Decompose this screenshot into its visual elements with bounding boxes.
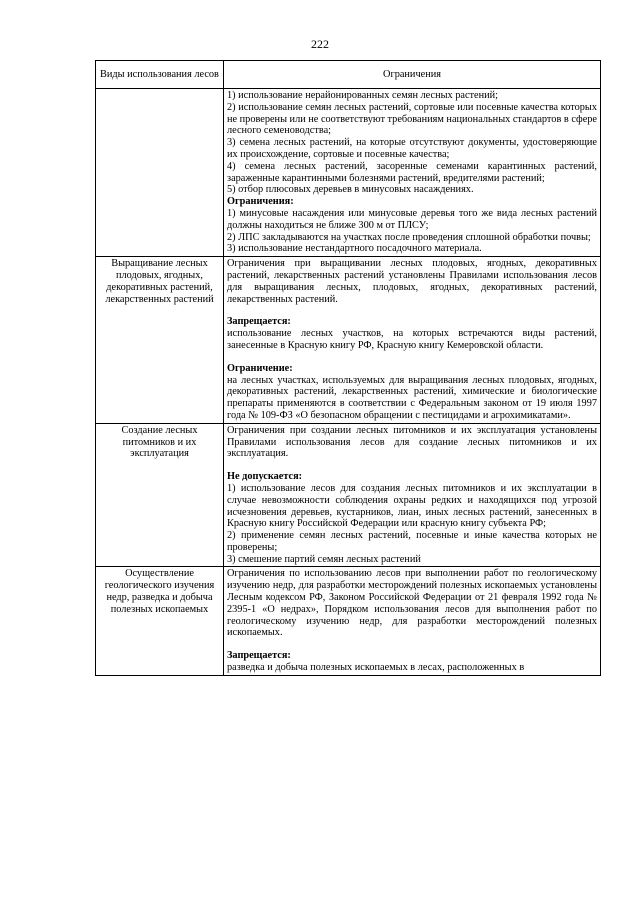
usage-type-cell: Осуществление геологического изучения недр, разведка и добыча полезных ископаемых xyxy=(96,567,224,675)
paragraph: разведка и добыча полезных ископаемых в лесах, расположенных в xyxy=(227,662,525,674)
paragraph: 3) использование нестандартного посадочного материала. xyxy=(227,243,482,255)
paragraph-gap xyxy=(227,639,597,650)
table-body xyxy=(96,89,601,676)
restrictions-cell xyxy=(224,423,601,567)
section-heading: Ограничение: xyxy=(227,362,293,374)
table-row xyxy=(96,567,601,675)
restrictions-cell xyxy=(224,89,601,257)
header-usage-types: Виды использования лесов xyxy=(96,61,224,89)
usage-type-cell xyxy=(96,89,224,257)
section-heading: Ограничения: xyxy=(227,196,294,208)
paragraph: 2) ЛПС закладываются на участках после проведения сплошной обработки почвы; xyxy=(227,231,591,243)
paragraph: Ограничения при выращивании лесных плодовых, ягодных, декоративных растений, лекарственных растений установлены Правилами использования лесов для выращивания лесных, плодовых, ягодных, декоративных растений, лекарственных растений. xyxy=(227,258,597,305)
paragraph: 2) использование семян лесных растений, сортовые или посевные качества которых не проверены или не соответствуют требованиям национальных стандартов в сфере лесного семеноводства; xyxy=(227,101,597,137)
paragraph: на лесных участках, используемых для выращивания лесных плодовых, ягодных, декоративных растений, лекарственных растений, химические и биологические препараты применяются в соответствии с Федеральным законом от 19 июля 1997 года № 109-ФЗ «О безопасном обращении с пестицидами и агрохимикатами». xyxy=(227,374,597,421)
section-heading: Не допускается: xyxy=(227,471,303,483)
paragraph: 1) использование лесов для создания лесных питомников и их эксплуатации в случае невозможности соблюдения охраны редких и находящихся под угрозой исчезновения деревьев, кустарников, лиан, иных лесных растений, занесенных в Красную книгу Российской Федерации или красную книгу субъекта РФ; xyxy=(227,482,597,530)
paragraph: 5) отбор плюсовых деревьев в минусовых насаждениях. xyxy=(227,184,474,196)
usage-type-cell: Выращивание лесных плодовых, ягодных, декоративных растений, лекарственных растений xyxy=(96,257,224,424)
restrictions-table xyxy=(95,60,601,676)
table-row xyxy=(96,423,601,567)
paragraph: Ограничения при создании лесных питомников и их эксплуатация установлены Правилами использования лесов для создание лесных питомников и их эксплуатация. xyxy=(227,424,597,460)
paragraph: 4) семена лесных растений, засоренные семенами карантинных растений, зараженные карантинными болезнями растений, вредителями растений; xyxy=(227,160,597,184)
restrictions-cell xyxy=(224,257,601,424)
table-header-row xyxy=(96,61,601,89)
paragraph: 1) использование нерайонированных семян лесных растений; xyxy=(227,90,498,101)
paragraph-gap xyxy=(227,352,597,363)
paragraph: 1) минусовые насаждения или минусовые деревья того же вида лесных растений должны находиться не ближе 300 м от ПЛСУ; xyxy=(227,207,597,231)
usage-type-cell: Создание лесных питомников и их эксплуатация xyxy=(96,423,224,567)
paragraph-gap xyxy=(227,460,597,471)
table-row xyxy=(96,89,601,257)
page-number: 222 xyxy=(311,37,329,51)
paragraph: 3) семена лесных растений, на которые отсутствуют документы, удостоверяющие их происхождение, сортовые и посевные качества; xyxy=(227,137,597,160)
paragraph: 2) применение семян лесных растений, посевные и иные качества которых не проверены; xyxy=(227,530,597,553)
section-heading: Запрещается: xyxy=(227,316,291,328)
section-heading: Запрещается: xyxy=(227,650,291,662)
header-restrictions: Ограничения xyxy=(224,61,601,89)
paragraph: Ограничения по использованию лесов при выполнении работ по геологическому изучению недр, для разработки месторождений полезных ископаемых установлены Лесным кодексом РФ, Законом Российской Федерации от 21 февраля 1992 года № 2395-1 «О недрах», Порядком использования лесов для выполнения работ по геологическому изучению недр, для разработки месторождений полезных ископаемых. xyxy=(227,568,597,639)
table-row xyxy=(96,257,601,424)
restrictions-cell xyxy=(224,567,601,675)
paragraph: использование лесных участков, на которых встречаются виды растений, занесенные в Красную книгу РФ, Красную книгу Кемеровской области. xyxy=(227,328,597,351)
paragraph-gap xyxy=(227,305,597,316)
paragraph: 3) смешение партий семян лесных растений xyxy=(227,553,421,565)
